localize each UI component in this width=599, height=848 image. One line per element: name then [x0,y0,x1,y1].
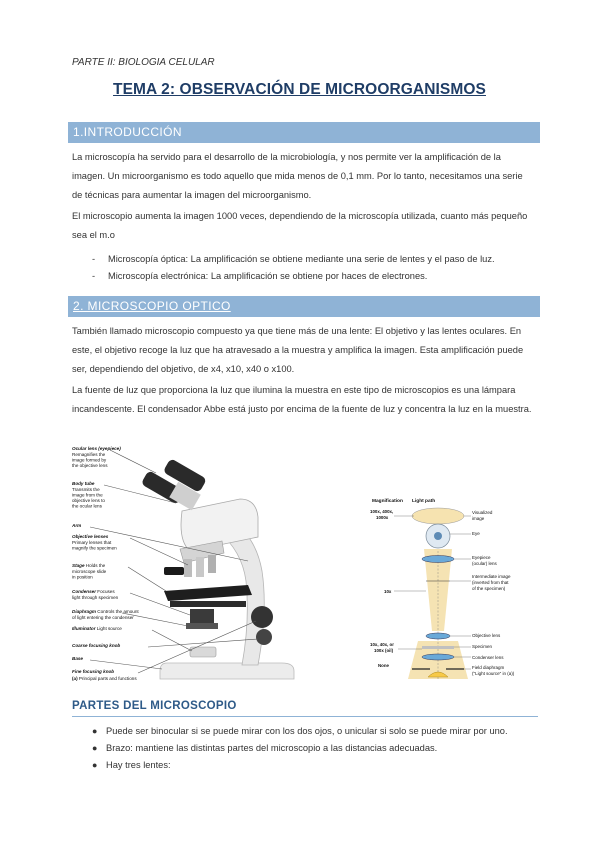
label-desc: magnify the specimen [72,545,117,551]
dash-marker: - [92,254,96,264]
specimen-slide-shape [422,646,454,649]
right-labels [472,510,515,676]
label-illuminator: Illuminator Light source [72,626,122,631]
dash-marker: - [92,271,96,281]
right-label: Eye [472,531,480,536]
mag-label: None [378,663,389,668]
label-base: Base [72,656,83,661]
optico-paragraph-2 [72,381,536,419]
left-labels [72,446,139,681]
right-label: Intermediate image [472,574,511,579]
header-magnification: Magnification [372,499,403,504]
list-item [92,726,508,736]
label-desc: objective lens to [72,498,105,503]
label-condenser: Condenser Focuses [72,589,115,594]
text-line: sea el m.o [72,230,115,240]
right-label: Visualized [472,510,493,515]
right-label: Field diaphragm [472,665,505,670]
mag-label: 100x, 400x, [370,509,394,514]
label-desc: image from the [72,492,103,498]
text-line: imagen. Un microorganismo es todo aquello que mida menos de 0,1 mm. Por lo tanto, necesitamos una serie [72,171,523,181]
eyepiece-lens-shape [422,556,454,563]
right-label: (inverted from that [472,580,509,585]
section-heading-text: 2. MICROSCOPIO OPTICO [73,299,231,313]
label-desc: light through specimen [72,595,119,600]
subsection-heading-partes: PARTES DEL MICROSCOPIO [72,700,237,712]
list-item-text: Microscopía electrónica: La amplificación se obtiene por haces de electrones. [108,271,428,281]
mag-label: 100x (oil) [374,648,394,653]
label-desc: the ocular lens [72,503,102,509]
label-desc: microscope slide [72,569,107,574]
mag-label: 10x, 40x, or [370,642,394,647]
section-header-introduccion [68,122,540,143]
mag-label: 10x [384,589,392,594]
text-line: este, el objetivo recoge la luz que ha atravesado a la muestra y amplifica la imagen. Esta amplificación puede [72,345,524,355]
label-body-tube: Body tube [72,481,95,486]
list-item-text: Microscopía óptica: La amplificación se obtiene mediante una serie de lentes y el paso de luz. [108,254,495,264]
text-line: La fuente de luz que proporciona la luz que ilumina la muestra en este tipo de microscopios es una lámpara [72,385,516,395]
list-item [92,254,495,264]
label-arm: Arm [72,523,82,528]
label-desc: Primary lenses that [72,540,112,545]
figure-caption-left: (a) Principal parts and functions [72,676,137,681]
list-item-text: Puede ser binocular si se puede mirar con los dos ojos, o unicular si solo se puede mirar por uno. [106,726,508,736]
bullet-icon: ● [92,760,98,770]
intro-paragraph-1 [72,148,536,205]
mag-label: 1000x [376,515,389,520]
header-light-path: Light path [412,499,436,504]
label-stage: Stage Holds the [72,563,106,568]
page-title: TEMA 2: OBSERVACIÓN DE MICROORGANISMOS [113,81,486,98]
bullet-icon: ● [92,743,98,753]
label-coarse-focusing-knob: Coarse focusing knob [72,643,121,648]
label-objective-lenses: Objective lenses [72,534,109,539]
label-ocular-lens: Ocular lens (eyepiece) [72,446,121,451]
text-line: El microscopio aumenta la imagen 1000 veces, dependiendo de la microscopía utilizada, cuanto más pequeño [72,211,528,221]
bullet-icon: ● [92,726,98,736]
optico-paragraph-1 [72,322,536,379]
text-line: También llamado microscopio compuesto ya que tiene más de una lente: El objetivo y las lentes oculares. En [72,326,522,336]
right-label: (ocular) lens [472,561,497,566]
intro-paragraph-2 [72,207,536,245]
right-label: of the specimen) [472,586,506,591]
label-desc: Remagnifies the [72,452,106,457]
subsection-divider [72,716,538,717]
light-path-diagram [370,498,515,679]
pupil-shape [434,532,442,540]
visualized-image-shape [412,508,464,524]
section-heading-text: 1.INTRODUCCIÓN [73,125,182,139]
list-item-text: Hay tres lentes: [106,760,171,770]
list-item [92,760,171,770]
label-diaphragm: Diaphragm Controls the amount [72,609,139,614]
label-desc: image formed by [72,457,107,463]
list-item [92,743,437,753]
label-desc: in position [72,574,93,580]
text-line: La microscopía ha servido para el desarrollo de la microbiología, y nos permite ver la amplificación de la [72,152,501,162]
text-line: ser, dependiendo del objetivo, de x4, x10, x40 o x100. [72,364,295,374]
right-label: image [472,516,485,521]
objective-lens-shape [426,633,450,639]
list-item-text: Brazo: mantiene las distintas partes del microscopio a las distancias adecuadas. [106,743,438,753]
text-line: incandescente. El condensador Abbe está justo por encima de la fuente de luz y concentra la luz en la muestra. [72,404,532,414]
microscope-diagram [72,441,530,693]
microscope-figure [72,441,530,693]
label-pointers [90,450,258,673]
list-item [92,271,427,281]
right-label: Condenser lens [472,655,504,660]
right-label: Specimen [472,644,493,649]
right-label: Eyepiece [472,555,491,560]
label-desc: Transmits the [72,487,100,492]
section-header-microscopio-optico [68,296,540,317]
text-line: de técnicas para aumentar la imagen del microorganismo. [72,190,312,200]
right-label: Objective lens [472,633,501,638]
part-label: PARTE II: BIOLOGIA CELULAR [72,57,215,68]
condenser-lens-shape [422,654,454,660]
label-fine-focusing-knob: Fine focusing knob [72,669,115,674]
right-label: ("Light source" in (a)) [472,671,515,676]
label-desc: of light entering the condenser [72,615,134,620]
label-desc: the objective lens [72,463,108,468]
